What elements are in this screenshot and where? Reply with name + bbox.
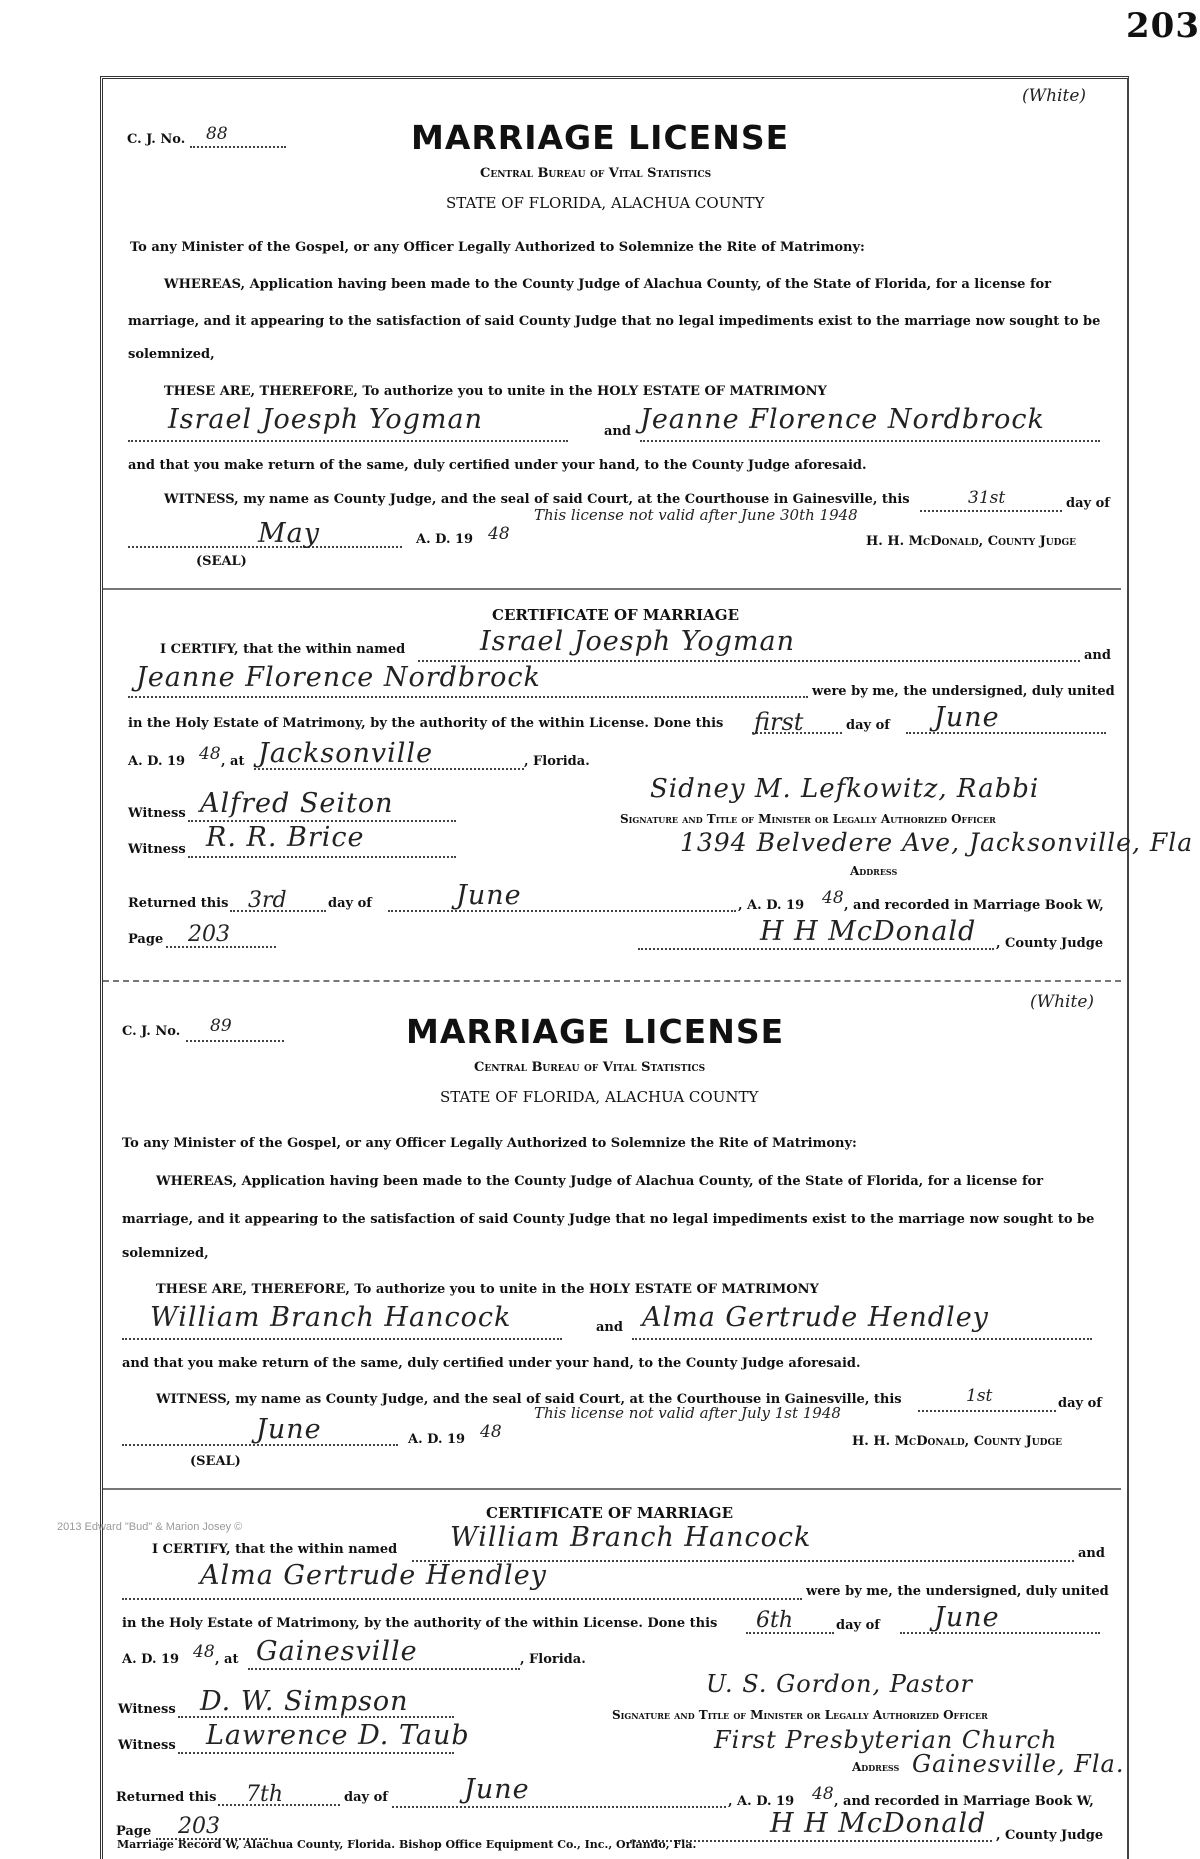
cj-number: 89: [210, 1016, 232, 1036]
returned-label: Returned this: [116, 1790, 217, 1805]
and-label: and: [596, 1320, 623, 1335]
at-label: , at: [215, 1652, 239, 1667]
officer-label: Signature and Title of Minister or Legally Authorized Officer: [620, 812, 996, 826]
witness-seal-line: WITNESS, my name as County Judge, and the seal of said Court, at the Courthouse in Gainesville, this: [164, 492, 910, 507]
recorded-label: , and recorded in Marriage Book W,: [844, 898, 1104, 913]
cert-bride-name: Jeanne Florence Nordbrock: [136, 662, 541, 693]
address-line: To any Minister of the Gospel, or any Officer Legally Authorized to Solemnize the Rite of Matrimony:: [122, 1136, 857, 1151]
cert-bride-name: Alma Gertrude Hendley: [200, 1560, 547, 1591]
judge-handwritten-signature: H H McDonald: [770, 1808, 987, 1839]
officer-address-2: Gainesville, Fla.: [912, 1750, 1125, 1778]
and-label: and: [604, 424, 631, 439]
officer-label: Signature and Title of Minister or Legally Authorized Officer: [612, 1708, 988, 1722]
cj-number: 88: [206, 124, 228, 144]
witness-1: D. W. Simpson: [200, 1686, 409, 1717]
ad-label: A. D. 19: [122, 1652, 180, 1667]
florida-label: , Florida.: [524, 754, 590, 769]
address-label: Address: [852, 1760, 900, 1774]
witness-label: Witness: [128, 842, 186, 857]
officer-address: First Presbyterian Church: [714, 1726, 1058, 1754]
judge-handwritten-signature: H H McDonald: [760, 916, 977, 947]
recorded-label: , and recorded in Marriage Book W,: [834, 1794, 1094, 1809]
marriage-place: Gainesville: [256, 1636, 418, 1667]
bureau-subtitle: Central Bureau of Vital Statistics: [480, 166, 712, 181]
valid-note: This license not valid after June 30th 1948: [534, 506, 858, 524]
groom-name: William Branch Hancock: [150, 1302, 512, 1333]
day-of-label: day of: [1058, 1396, 1102, 1411]
returned-ad: , A. D. 19: [728, 1794, 795, 1809]
returned-day: 7th: [246, 1782, 284, 1807]
returned-day-of: day of: [344, 1790, 388, 1805]
county-judge-label: , County Judge: [996, 1828, 1104, 1843]
judge-signature-block: H. H. McDonald, County Judge: [866, 534, 1076, 549]
done-year: 48: [199, 744, 221, 764]
returned-month: June: [456, 880, 522, 911]
state-county: STATE OF FLORIDA, ALACHUA COUNTY: [440, 1088, 759, 1106]
address-label: Address: [850, 864, 898, 878]
license-year: 48: [480, 1422, 502, 1442]
page-footer: Marriage Record W, Alachua County, Florida. Bishop Office Equipment Co., Inc., Orlando, Fla.: [117, 1838, 697, 1851]
license-title: MARRIAGE LICENSE: [411, 118, 790, 157]
bride-name: Alma Gertrude Hendley: [642, 1302, 989, 1333]
witness-2: R. R. Brice: [206, 822, 365, 853]
done-day: 6th: [756, 1608, 794, 1633]
whereas-line-2: marriage, and it appearing to the satisfaction of said County Judge that no legal impediments exist to the marriage now sought to be: [128, 314, 1101, 329]
license-day: 31st: [968, 488, 1006, 508]
judge-signature-block: H. H. McDonald, County Judge: [852, 1434, 1062, 1449]
witness-label: Witness: [118, 1738, 176, 1753]
done-month: June: [934, 702, 1000, 733]
bride-name: Jeanne Florence Nordbrock: [640, 404, 1045, 435]
ad-label: A. D. 19: [408, 1432, 466, 1447]
race-note: (White): [1030, 992, 1095, 1012]
license-year: 48: [488, 524, 510, 544]
seal-label: (SEAL): [196, 554, 247, 569]
whereas-line-2: marriage, and it appearing to the satisfaction of said County Judge that no legal impediments exist to the marriage now sought to be: [122, 1212, 1095, 1227]
page-number: 203: [1126, 6, 1200, 46]
cert-and-label: and: [1078, 1546, 1105, 1561]
cert-and-label: and: [1084, 648, 1111, 663]
whereas-line-3: solemnized,: [128, 347, 215, 362]
return-line: and that you make return of the same, duly certified under your hand, to the County Judge aforesaid.: [128, 458, 867, 473]
bureau-subtitle: Central Bureau of Vital Statistics: [474, 1060, 706, 1075]
done-day-of: day of: [846, 718, 890, 733]
cj-label: C. J. No.: [122, 1024, 181, 1039]
at-label: , at: [221, 754, 245, 769]
returned-label: Returned this: [128, 896, 229, 911]
ad-label: A. D. 19: [128, 754, 186, 769]
witness-label: Witness: [128, 806, 186, 821]
license-day: 1st: [966, 1386, 993, 1406]
returned-ad: , A. D. 19: [738, 898, 805, 913]
done-day-of: day of: [836, 1618, 880, 1633]
certify-label: I CERTIFY, that the within named: [152, 1542, 398, 1557]
page-label: Page: [128, 932, 164, 947]
witness-seal-line: WITNESS, my name as County Judge, and the seal of said Court, at the Courthouse in Gainesville, this: [156, 1392, 902, 1407]
return-line: and that you make return of the same, duly certified under your hand, to the County Judge aforesaid.: [122, 1356, 861, 1371]
officer-address: 1394 Belvedere Ave, Jacksonville, Fla: [680, 828, 1194, 857]
license-title: MARRIAGE LICENSE: [406, 1012, 785, 1051]
license-month: May: [258, 518, 320, 549]
seal-label: (SEAL): [190, 1454, 241, 1469]
done-day: first: [754, 708, 804, 736]
whereas-line-1: WHEREAS, Application having been made to the County Judge of Alachua County, of the State of Florida, for a license for: [156, 1174, 1044, 1189]
united-label: were by me, the undersigned, duly united: [812, 684, 1115, 699]
returned-day: 3rd: [248, 888, 287, 913]
certificate-title: CERTIFICATE OF MARRIAGE: [486, 1504, 734, 1522]
witness-label: Witness: [118, 1702, 176, 1717]
these-are-line: THESE ARE, THEREFORE, To authorize you to unite in the HOLY ESTATE OF MATRIMONY: [156, 1282, 819, 1297]
holy-estate-line: in the Holy Estate of Matrimony, by the authority of the within License. Done this: [122, 1616, 718, 1631]
done-month: June: [934, 1602, 1000, 1633]
page-value: 203: [178, 1814, 220, 1839]
done-year: 48: [193, 1642, 215, 1662]
returned-month: June: [464, 1774, 530, 1805]
holy-estate-line: in the Holy Estate of Matrimony, by the authority of the within License. Done this: [128, 716, 724, 731]
returned-year: 48: [822, 888, 844, 908]
these-are-line: THESE ARE, THEREFORE, To authorize you to unite in the HOLY ESTATE OF MATRIMONY: [164, 384, 827, 399]
united-label: were by me, the undersigned, duly united: [806, 1584, 1109, 1599]
license-month: June: [256, 1414, 322, 1445]
cj-label: C. J. No.: [127, 132, 186, 147]
page-value: 203: [188, 922, 230, 947]
officer-name: U. S. Gordon, Pastor: [706, 1670, 974, 1698]
officer-name: Sidney M. Lefkowitz, Rabbi: [650, 774, 1040, 804]
race-note: (White): [1022, 86, 1087, 106]
day-of-label: day of: [1066, 496, 1110, 511]
marriage-place: Jacksonville: [258, 738, 434, 769]
whereas-line-3: solemnized,: [122, 1246, 209, 1261]
ad-label: A. D. 19: [416, 532, 474, 547]
county-judge-label: , County Judge: [996, 936, 1104, 951]
cert-groom-name: William Branch Hancock: [450, 1522, 812, 1553]
certify-label: I CERTIFY, that the within named: [160, 642, 406, 657]
witness-1: Alfred Seiton: [200, 788, 394, 819]
returned-day-of: day of: [328, 896, 372, 911]
valid-note: This license not valid after July 1st 1948: [534, 1404, 841, 1422]
certificate-title: CERTIFICATE OF MARRIAGE: [492, 606, 740, 624]
returned-year: 48: [812, 1784, 834, 1804]
address-line: To any Minister of the Gospel, or any Officer Legally Authorized to Solemnize the Rite of Matrimony:: [130, 240, 865, 255]
florida-label: , Florida.: [520, 1652, 586, 1667]
cert-groom-name: Israel Joesph Yogman: [480, 626, 795, 657]
groom-name: Israel Joesph Yogman: [168, 404, 483, 435]
page-label: Page: [116, 1824, 152, 1839]
whereas-line-1: WHEREAS, Application having been made to the County Judge of Alachua County, of the State of Florida, for a license for: [164, 277, 1052, 292]
witness-2: Lawrence D. Taub: [206, 1720, 470, 1751]
state-county: STATE OF FLORIDA, ALACHUA COUNTY: [446, 194, 765, 212]
copyright-watermark: 2013 Edward "Bud" & Marion Josey ©: [57, 1521, 243, 1533]
